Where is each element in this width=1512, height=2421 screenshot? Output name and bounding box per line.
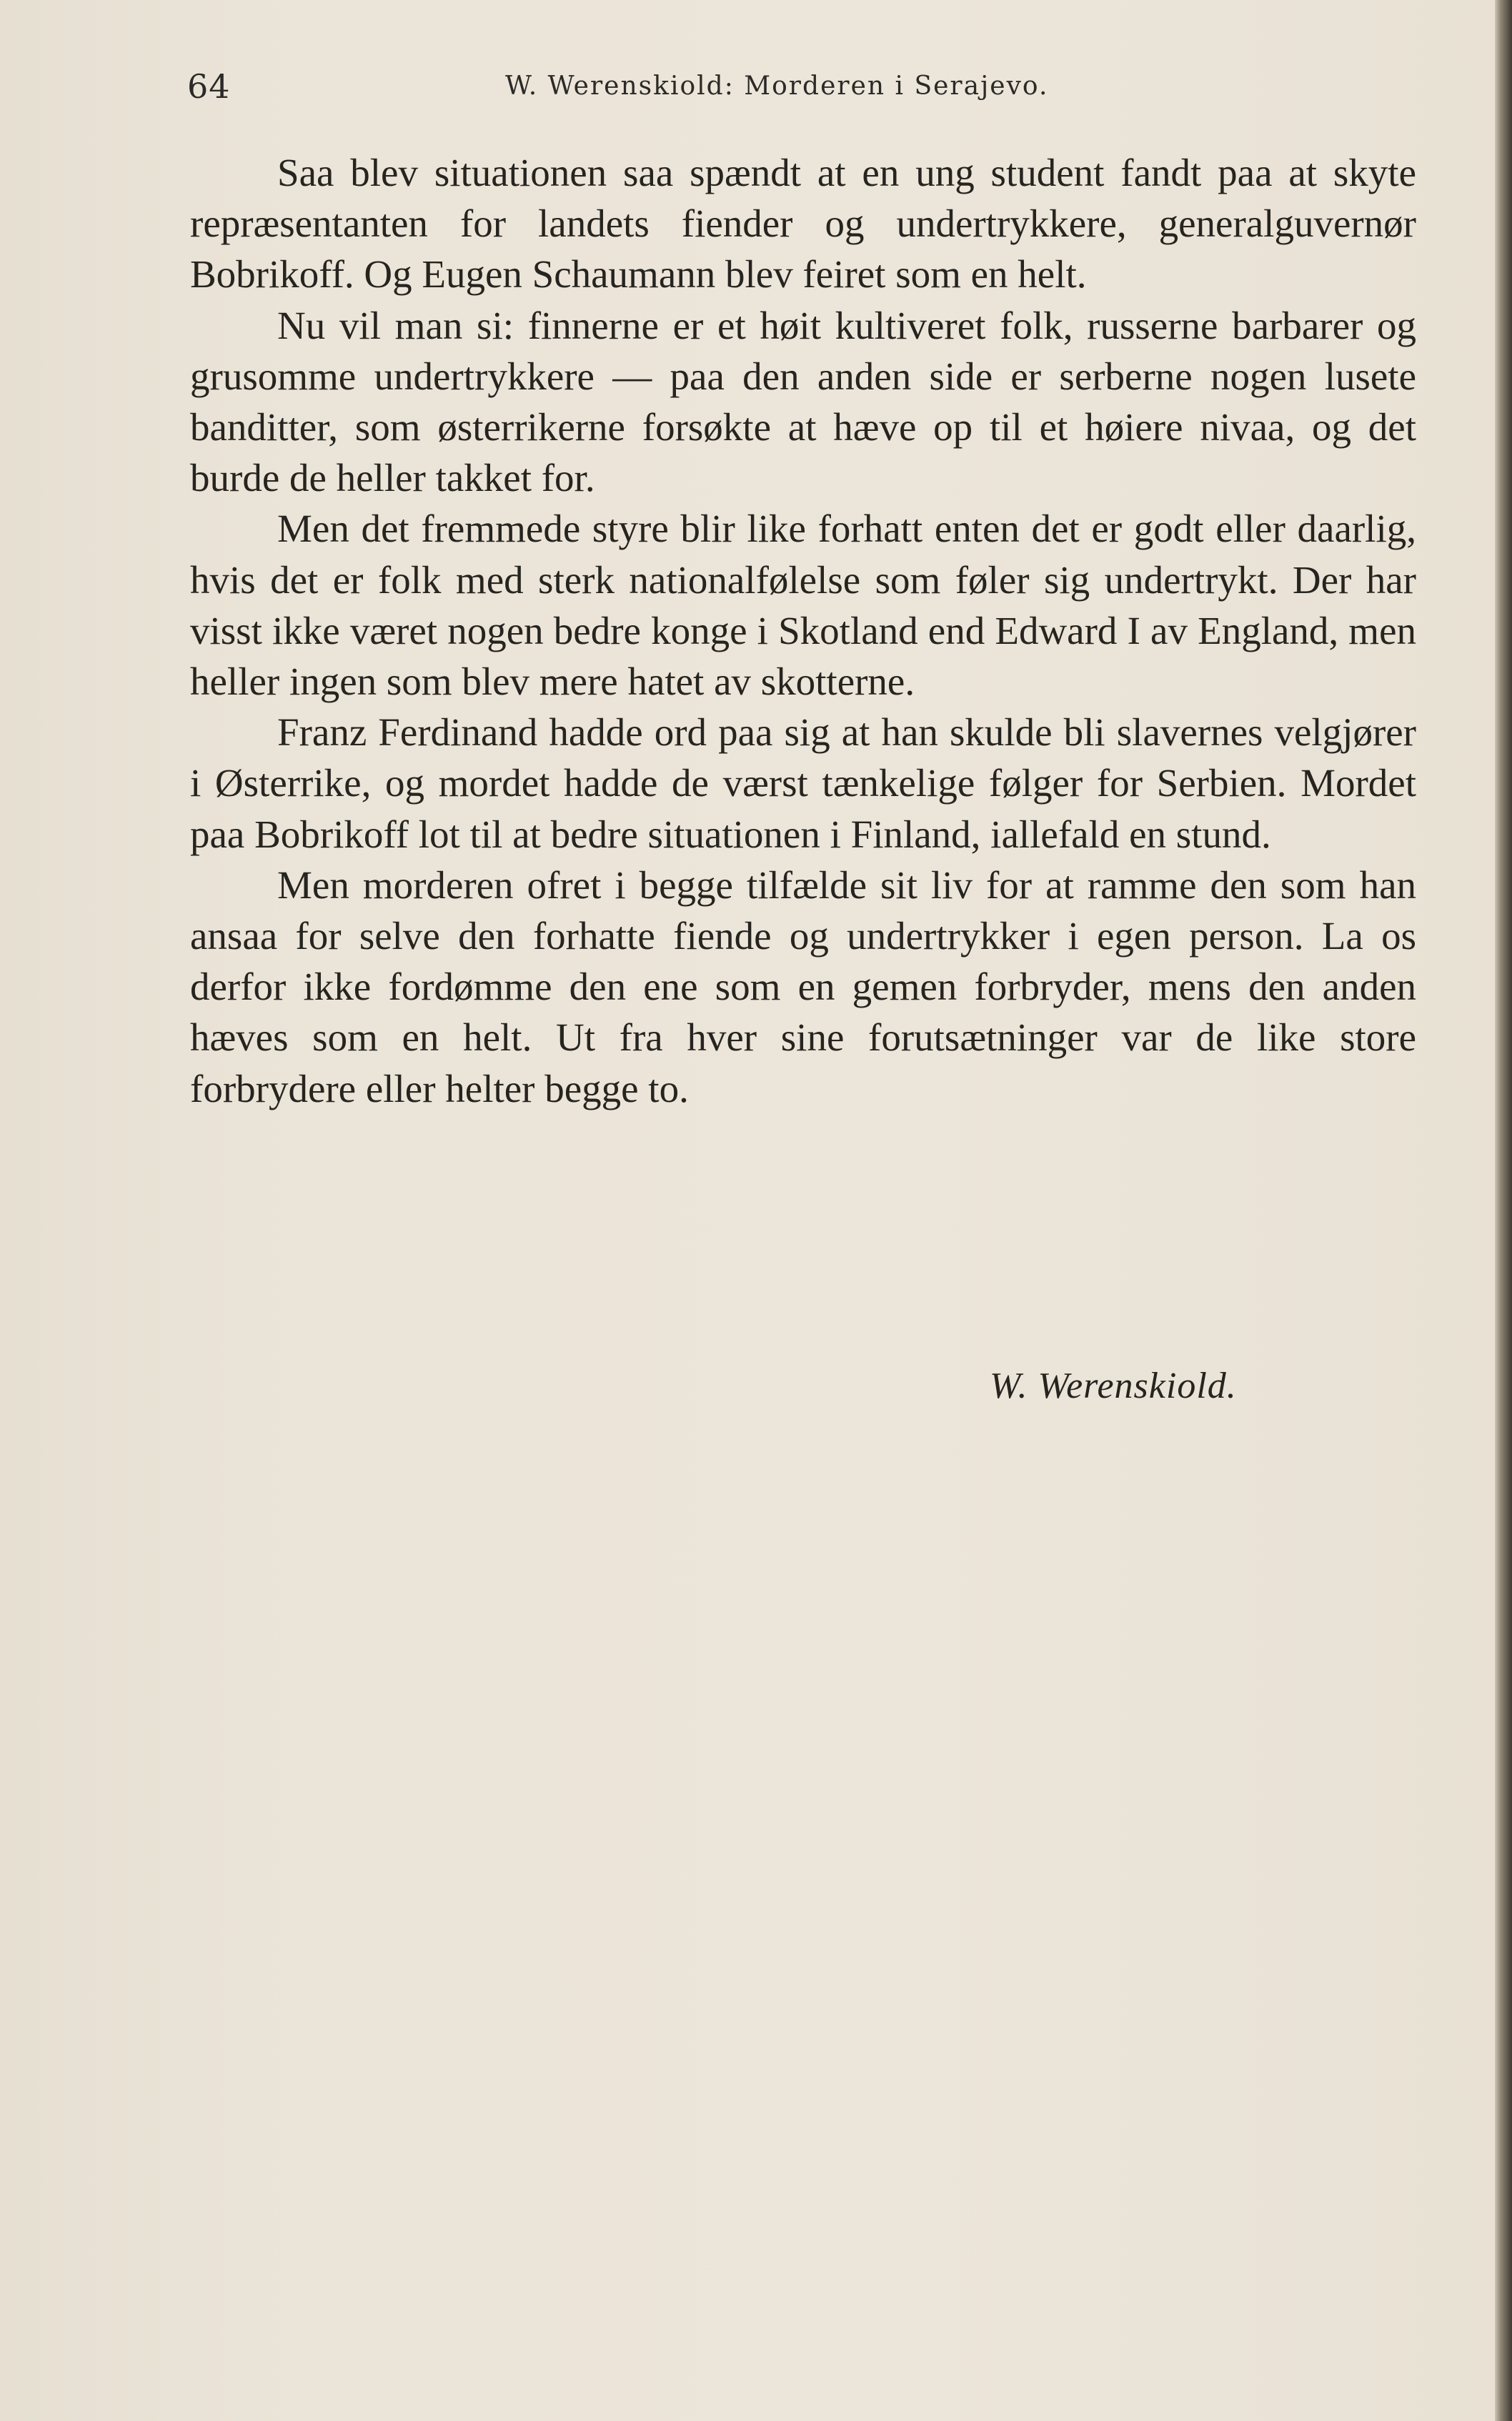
paragraph: Saa blev situationen saa spændt at en ung student fandt paa at skyte repræsentanten for landets fiender og undertrykkere, generalguvernør Bobrikoff. Og Eugen Schaumann blev feiret som en helt. [190,151,1416,297]
paragraph: Nu vil man si: finnerne er et høit kultiveret folk, russerne barbarer og grusomme undertrykkere — paa den anden side er serberne nogen lusete banditter, som østerrikerne forsøkte at hæve op til et høiere nivaa, og det burde de heller takket for. [190,303,1416,500]
running-head: W. Werenskiold: Morderen i Serajevo. [505,71,1049,101]
paragraph: Men det fremmede styre blir like forhatt enten det er godt eller daarlig, hvis det er folk med sterk nationalfølelse som føler sig undertrykt. Der har visst ikke været nogen bedre konge i Skotland end Edward I av England, men heller ingen som blev mere hatet av skotterne. [190,507,1416,704]
body-text [190,147,1416,1114]
page-number: 64 [187,67,231,106]
page-spine-edge [1495,0,1512,2421]
page-header [187,63,1416,113]
author-signature: W. Werenskiold. [990,1366,1237,1406]
paragraph: Men morderen ofret i begge tilfælde sit liv for at ramme den som han ansaa for selve den forhatte fiende og undertrykker i egen person. La os derfor ikke fordømme den ene som en gemen forbryder, mens den anden hæves som en helt. Ut fra hver sine forutsætninger var de like store forbrydere eller helter begge to. [190,862,1416,1110]
paragraph: Franz Ferdinand hadde ord paa sig at han skulde bli slavernes velgjører i Østerrike, og mordet hadde de værst tænkelige følger for Serbien. Mordet paa Bobrikoff lot til at bedre situationen i Finland, iallefald en stund. [190,710,1416,856]
